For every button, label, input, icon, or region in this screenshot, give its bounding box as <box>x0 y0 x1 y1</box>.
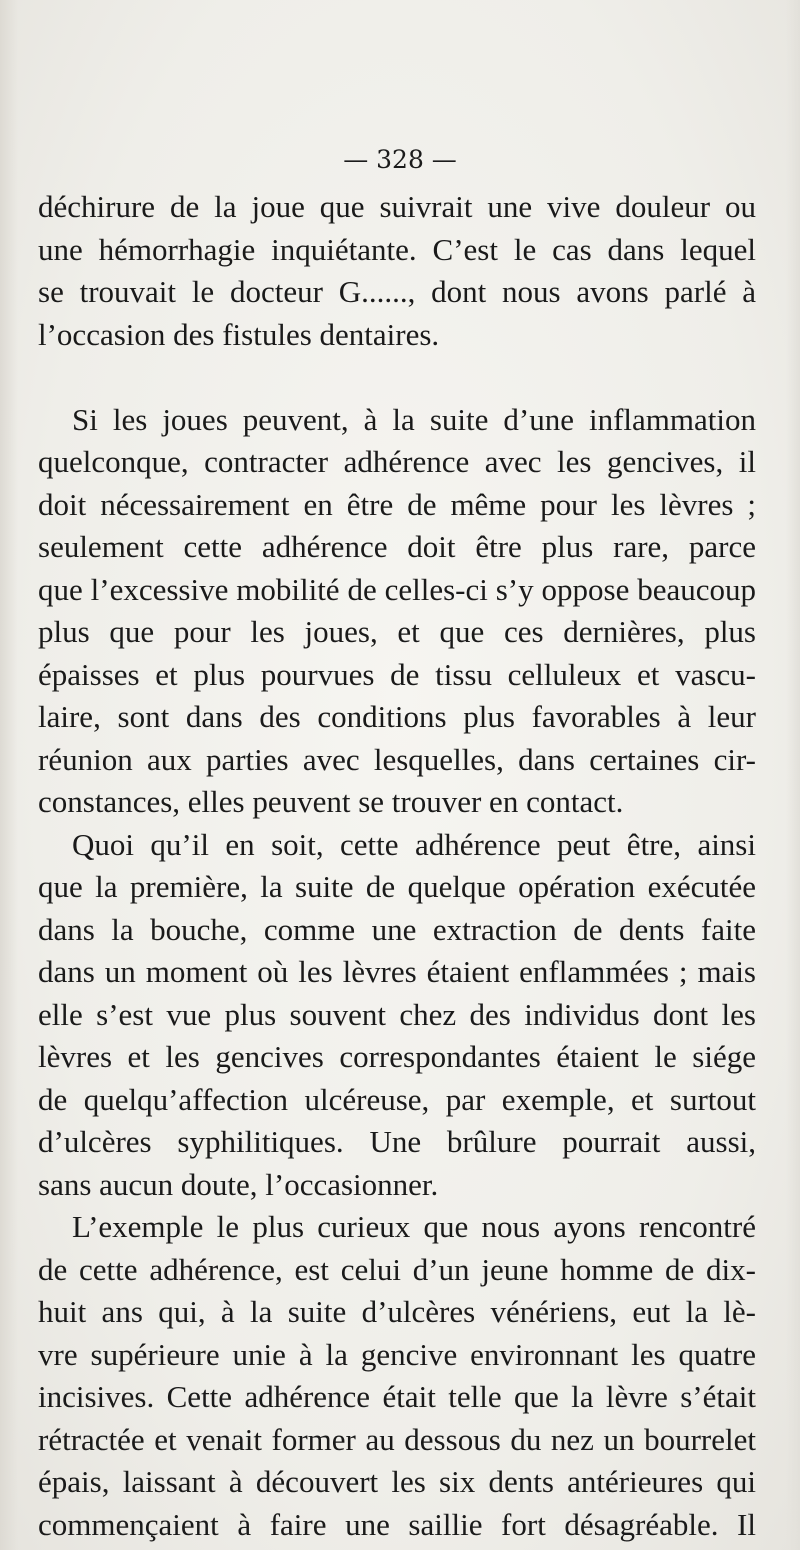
text-line: épaisses et plus pourvues de tissu celluleux et vascu- <box>38 656 756 692</box>
text-line: seulement cette adhérence doit être plus rare, parce <box>38 529 756 564</box>
text-line: d’ulcères syphilitiques. Une brûlure pourrait aussi, <box>38 1124 756 1159</box>
text-line: sans aucun doute, l’occasionner. <box>38 1166 439 1202</box>
text-line: laire, sont dans des conditions plus favorables à leur <box>38 699 756 734</box>
text-line: vre supérieure unie à la gencive environnant les quatre <box>38 1336 756 1372</box>
text-line: déchirure de la joue que suivrait une vive douleur ou <box>38 189 756 224</box>
text-line: de quelqu’affection ulcéreuse, par exemple, et surtout <box>38 1081 756 1117</box>
page-edge-shadow-left <box>0 0 18 1550</box>
text-line: doit nécessairement en être de même pour les lèvres ; <box>38 486 756 522</box>
text-line: dans la bouche, comme une extraction de dents faite <box>38 911 756 947</box>
paragraph-gap <box>38 356 756 399</box>
body-text <box>38 186 756 1546</box>
text-line: l’occasion des fistules dentaires. <box>38 316 440 352</box>
text-line: quelconque, contracter adhérence avec les gencives, il <box>38 444 756 479</box>
text-line: plus que pour les joues, et que ces dernières, plus <box>38 614 756 649</box>
text-line: réunion aux parties avec lesquelles, dans certaines cir- <box>38 741 756 777</box>
page-edge-shadow-right <box>786 0 800 1550</box>
text-line: elle s’est vue plus souvent chez des individus dont les <box>38 996 756 1032</box>
text-line: L’exemple le plus curieux que nous ayons rencontré <box>72 1209 756 1244</box>
text-line: Quoi qu’il en soit, cette adhérence peut être, ainsi <box>72 826 756 862</box>
text-line: de cette adhérence, est celui d’un jeune homme de dix- <box>38 1251 756 1287</box>
text-line: incisives. Cette adhérence était telle que la lèvre s’était <box>38 1379 756 1414</box>
text-line: se trouvait le docteur G......, dont nous avons parlé à <box>38 274 756 309</box>
text-line: une hémorrhagie inquiétante. C’est le cas dans lequel <box>38 231 756 267</box>
text-line: que l’excessive mobilité de celles-ci s’y oppose beaucoup <box>38 571 756 607</box>
text-line: épais, laissant à découvert les six dents antérieures qui <box>38 1464 756 1499</box>
text-line: constances, elles peuvent se trouver en contact. <box>38 784 624 819</box>
text-line: commençaient à faire une saillie fort désagréable. Il <box>38 1506 756 1542</box>
text-line: que la première, la suite de quelque opération exécutée <box>38 869 756 904</box>
text-line: Si les joues peuvent, à la suite d’une inflammation <box>72 401 756 437</box>
text-line: rétractée et venait former au dessous du nez un bourrelet <box>38 1421 756 1457</box>
page-number: — 328 — <box>343 145 457 174</box>
text-line: lèvres et les gencives correspondantes étaient le siége <box>38 1039 756 1074</box>
text-line: dans un moment où les lèvres étaient enflammées ; mais <box>38 954 756 989</box>
text-line: huit ans qui, à la suite d’ulcères vénériens, eut la lè- <box>38 1294 756 1329</box>
